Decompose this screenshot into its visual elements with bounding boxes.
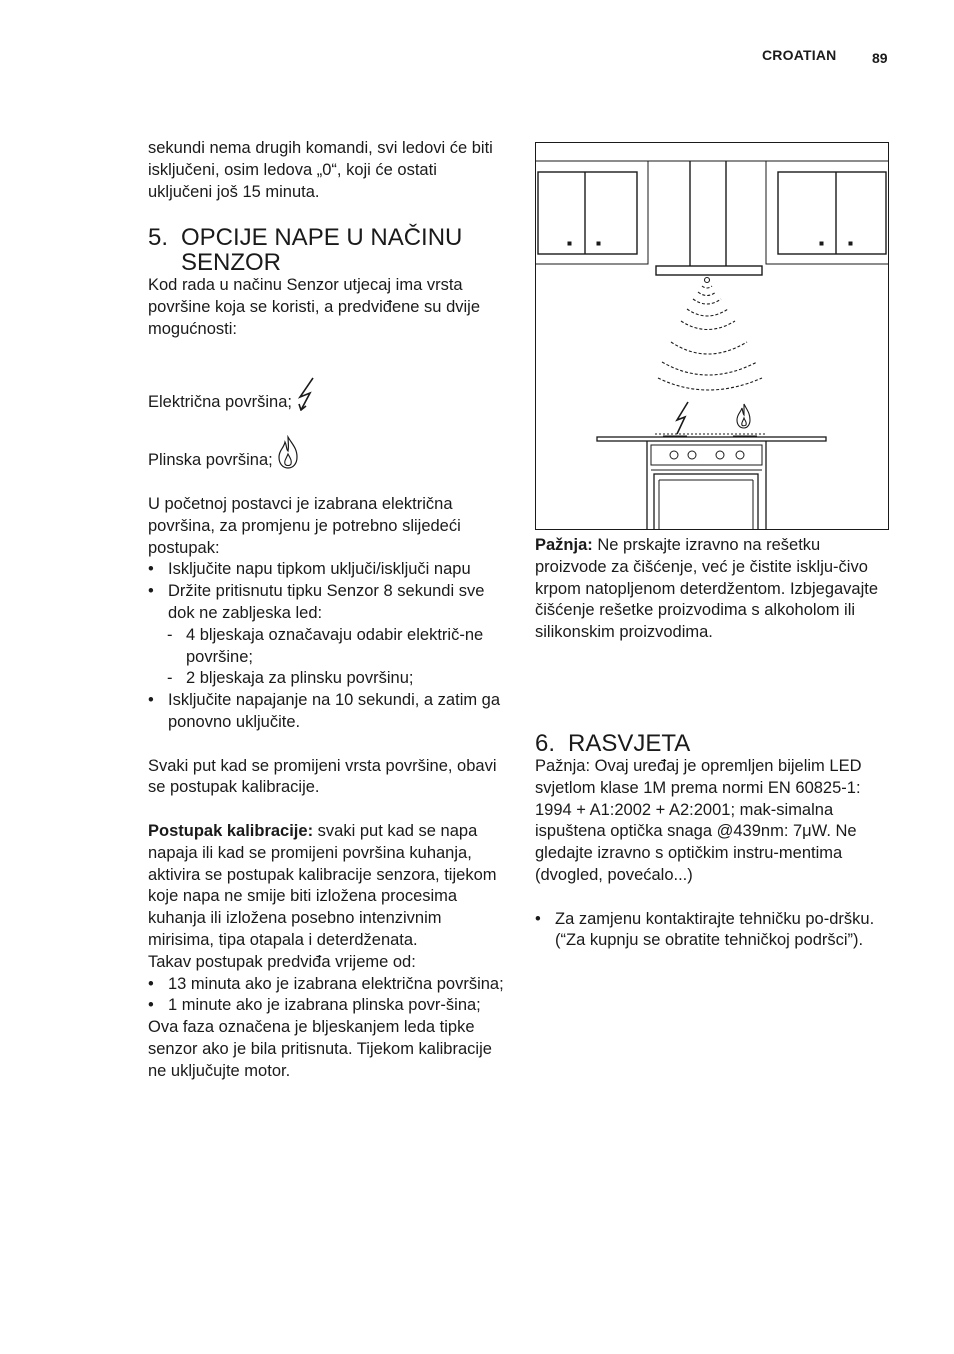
default-setting-text: U početnoj postavci je izabrana električna površina, za promjenu je potrebno slijedeći postupak: — [148, 494, 461, 557]
section-6-text: Pažnja: Ovaj uređaj je opremljen bijelim LED svjetlom klase 1M prema normi EN 60825-1: 1994 + A1:2002 + A2:2001; mak-simalna ispuštena optička snaga @439nm: 7μW. Ne gledajte izravno s optičkim instru-mentima (dvogled, povećalo...) — [535, 756, 862, 884]
list-item: - 4 bljeskaja označavaju odabir električ-ne površine; — [148, 625, 504, 669]
warning-text: Ne prskajte izravno na rešetku proizvode za čišćenje, već je čistite isklju-čivo krpom natopljenom deterdžentom. Izbjegavajte čišćenje rešetke proizvodima s alkoholom ili silikonskim proizvodima. — [535, 536, 879, 642]
left-column — [148, 138, 504, 1082]
section-6-title: RASVJETA — [568, 729, 691, 757]
gas-surface-line — [148, 435, 504, 472]
section-5-heading — [148, 225, 504, 275]
calibration-note: Svaki put kad se promijeni vrsta površine, obavi se postupak kalibracije. — [148, 756, 497, 797]
closing-paragraph: Ova faza označena je bljeskanjem leda tipke senzor ako je bila pritisnuta. Tijekom kalibracije ne uključujte motor. — [148, 1018, 492, 1080]
duration-intro: Takav postupak predviđa vrijeme od: — [148, 952, 416, 971]
section-5-title: OPCIJE NAPE U NAČINU SENZOR — [181, 224, 463, 277]
section-6-list — [535, 909, 891, 953]
calibration-paragraph — [148, 821, 504, 952]
electric-surface-line — [148, 377, 504, 414]
list-item: • 13 minuta ako je izabrana električna površina; — [148, 974, 504, 996]
oven — [647, 441, 766, 530]
warning-label: Pažnja: — [535, 536, 593, 554]
section-5-number: 5. — [148, 224, 169, 252]
intro-paragraph: sekundi nema drugih komandi, svi ledovi će biti isključeni, osim ledova „0“, koji će ostati uključeni još 15 minuta. — [148, 139, 493, 201]
section-5-intro: Kod rada u načinu Senzor utjecaj ima vrsta površine koja se koristi, a predviđene su dvije mogućnosti: — [148, 276, 481, 338]
list-item: • Za zamjenu kontaktirajte tehničku po-dršku. (“Za kupnju se obratite tehničkoj podršci”). — [535, 909, 891, 953]
durations-list — [148, 974, 504, 1018]
right-cabinet — [766, 161, 889, 264]
hood-sensor-diagram — [535, 142, 889, 530]
calibration-text: svaki put kad se napa napaja ili kad se promijeni površina kuhanja, aktivira se postupak kalibracije senzora, tijekom koje napa ne smije biti izložena procesima kuhanja ili izložena posebno intenzivnim mirisima, tipa otapala i deterdženata. — [148, 821, 497, 949]
list-item: - 2 bljeskaja za plinsku površinu; — [148, 668, 504, 690]
section-6-number: 6. — [535, 729, 556, 757]
section-6-heading — [535, 731, 891, 756]
hood — [656, 161, 762, 275]
sensor-waves — [658, 278, 762, 391]
list-item: • Isključite napu tipkom uključi/isključi napu — [148, 559, 504, 581]
calibration-label: Postupak kalibracije: — [148, 821, 314, 840]
flame-icon — [737, 404, 750, 428]
list-item: • Držite pritisnutu tipku Senzor 8 sekundi sve dok ne zabljeska led: - 4 bljeskaja označavaju odabir električ-ne površine; - 2 bljeskaja za plinsku površinu; — [148, 581, 504, 690]
lightning-icon — [677, 402, 688, 434]
list-item: • 1 minute ako je izabrana plinska povr-šina; — [148, 995, 504, 1017]
list-item: • Isključite napajanje na 10 sekundi, a zatim ga ponovno uključite. — [148, 690, 504, 734]
page-number: 89 — [872, 50, 888, 66]
steps-list — [148, 559, 504, 733]
lightning-icon — [297, 377, 317, 411]
right-column — [535, 535, 891, 952]
gas-surface-label: Plinska površina; — [148, 451, 273, 470]
left-cabinet — [535, 161, 648, 264]
header-language: CROATIAN — [762, 47, 837, 63]
substeps-list — [148, 625, 504, 690]
warning-paragraph — [535, 535, 891, 644]
hob — [597, 434, 826, 441]
flame-icon — [277, 435, 299, 469]
electric-surface-label: Električna površina; — [148, 392, 292, 411]
